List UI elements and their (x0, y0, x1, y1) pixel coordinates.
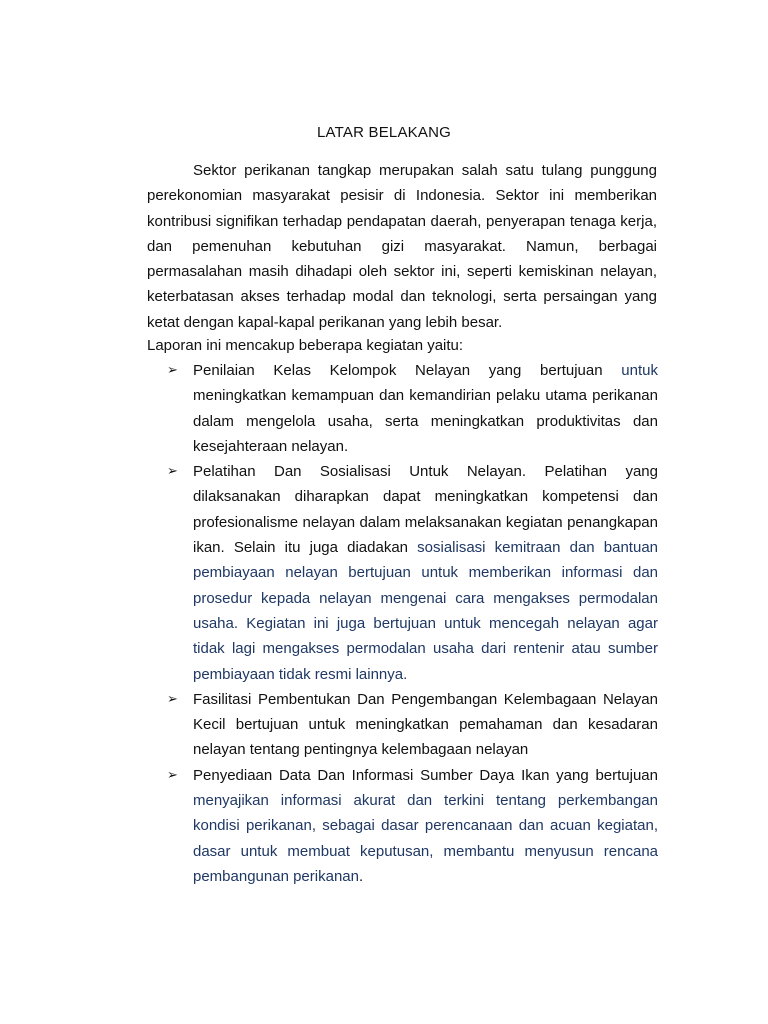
item-text-highlight: untuk (621, 362, 658, 379)
activities-intro: Laporan ini mencakup beberapa kegiatan yaitu: (147, 337, 464, 354)
arrow-bullet-icon: ➢ (167, 363, 178, 378)
document-title: LATAR BELAKANG (317, 124, 451, 141)
list-item (165, 459, 658, 687)
item-text-end: . (358, 867, 364, 885)
activities-list (165, 358, 658, 889)
item-text: Penilaian Kelas Kelompok Nelayan yang bertujuan (193, 362, 622, 379)
item-text-end: meningkatkan kemampuan dan kemandirian pelaku utama perikanan dalam mengelola usaha, serta meningkatkan produktivitas dan kesejahteraan nelayan. (193, 387, 658, 455)
arrow-bullet-icon: ➢ (167, 691, 178, 707)
list-item (165, 358, 658, 459)
item-text: Pelatihan Dan Sosialisasi Untuk Nelayan. Pelatihan yang dilaksanakan diharapkan dapat meningkatkan kompetensi dan profesionalisme nelayan dalam melaksanakan kegiatan penangkapan ikan. Selain itu juga diadakan (193, 463, 658, 557)
item-text-highlight: sosialisasi kemitraan dan bantuan pembiayaan nelayan bertujuan untuk memberikan informasi dan prosedur kepada nelayan mengenai cara mengakses permodalan usaha. Kegiatan ini juga bertujuan untuk mencegah nelayan agar tidak lagi mengakses permodalan usaha dari rentenir atau sumber pembiayaan tidak resmi lainnya. (193, 539, 659, 683)
paragraph-text: Sektor perikanan tangkap merupakan salah satu tulang punggung perekonomian masyarakat pesisir di Indonesia. Sektor ini memberikan kontribusi signifikan terhadap pendapatan daerah, penyerapan tenaga kerja, dan pemenuhan kebutuhan gizi masyarakat. Namun, berbagai permasalahan masih dihadapi oleh sektor ini, seperti kemiskinan nelayan, keterbatasan akses terhadap modal dan teknologi, serta persaingan yang ketat dengan kapal-kapal perikanan yang lebih besar. (147, 162, 657, 331)
background-paragraph (147, 158, 657, 335)
list-item (165, 763, 658, 889)
arrow-bullet-icon: ➢ (167, 464, 178, 480)
arrow-bullet-icon: ➢ (167, 767, 178, 783)
item-text: Fasilitasi Pembentukan Dan Pengembangan Kelembagaan Nelayan Kecil bertujuan untuk meningkatkan pemahaman dan kesadaran nelayan tentang pentingnya kelembagaan nelayan (193, 690, 658, 759)
item-text: Penyediaan Data Dan Informasi Sumber Daya Ikan yang bertujuan (193, 766, 658, 784)
list-item (165, 687, 658, 763)
item-text-highlight: menyajikan informasi akurat dan terkini tentang perkembangan kondisi perikanan, sebagai dasar perencanaan dan acuan kegiatan, dasar untuk membuat keputusan, membantu menyusun rencana pembangunan perikanan (193, 792, 658, 885)
